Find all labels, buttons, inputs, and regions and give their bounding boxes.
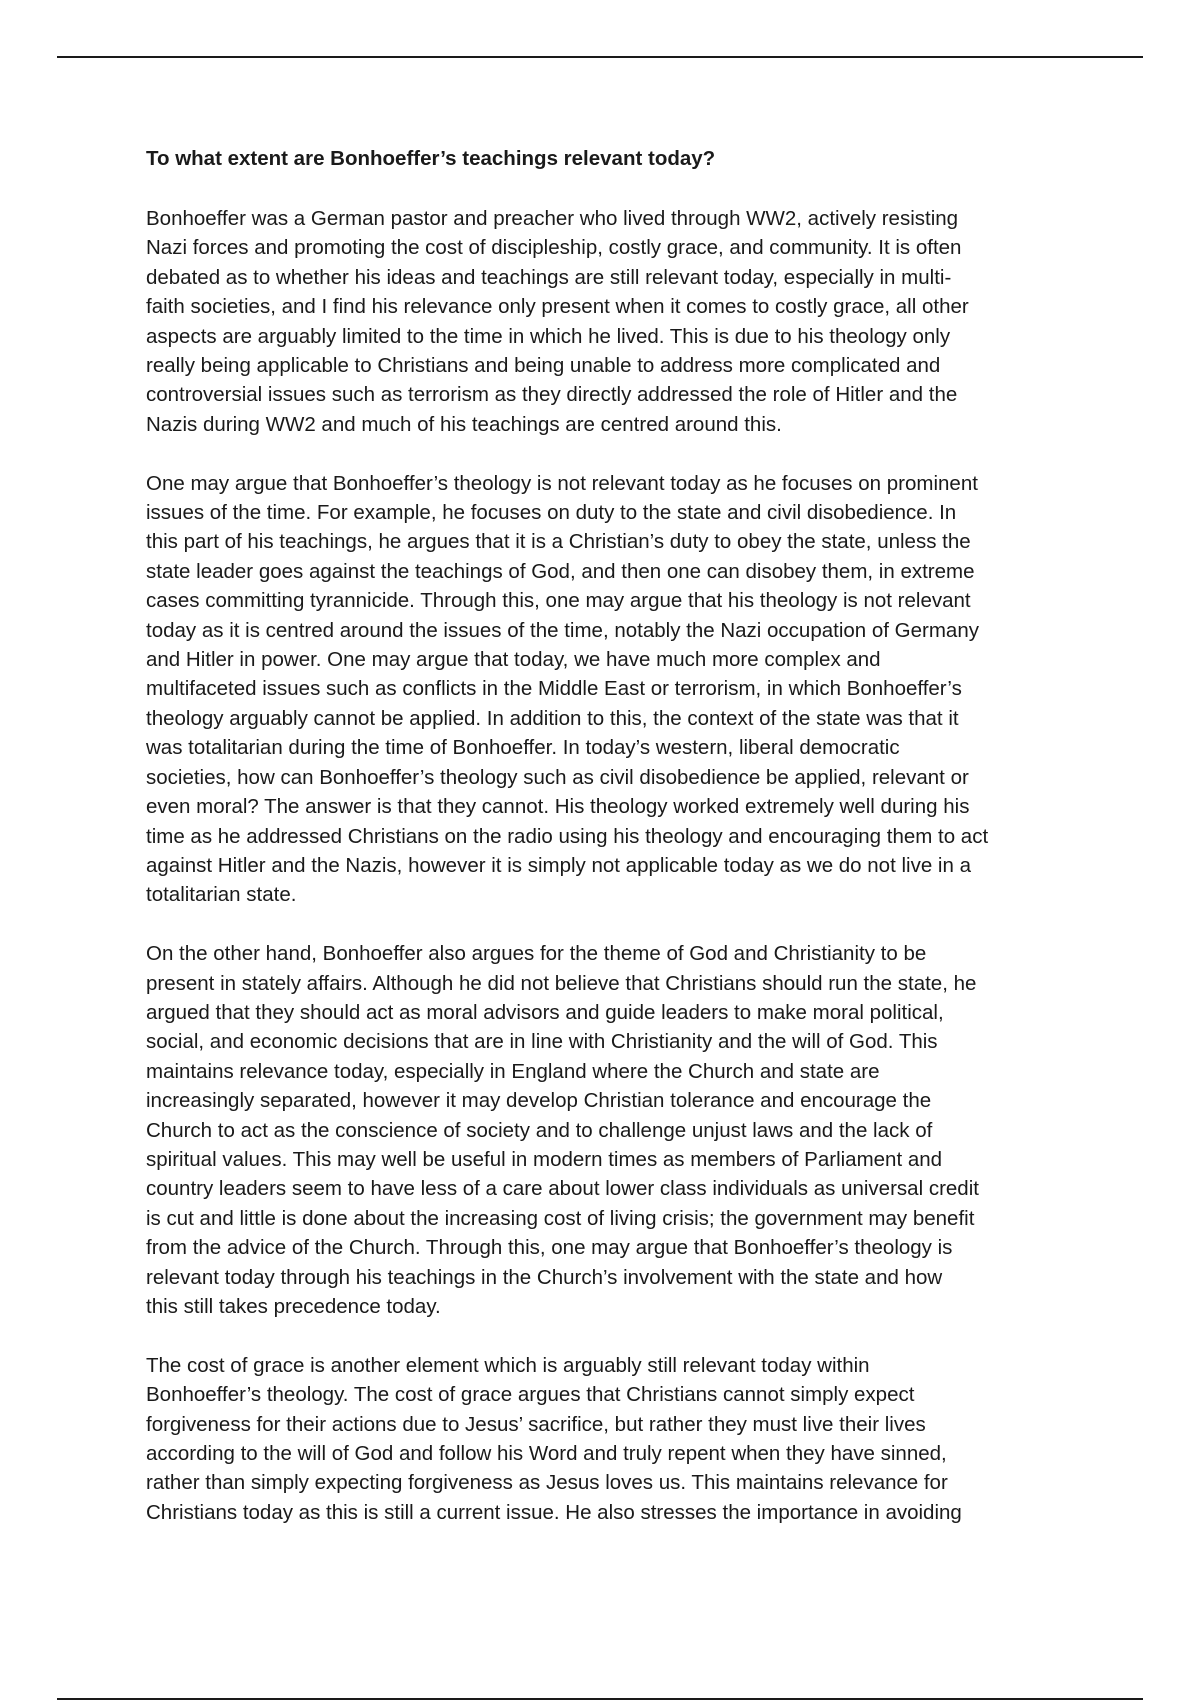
- paragraph-line: increasingly separated, however it may develop Christian tolerance and encourage the: [146, 1089, 932, 1113]
- paragraph: [146, 469, 1066, 910]
- paragraph-line: One may argue that Bonhoeffer’s theology is not relevant today as he focuses on prominent: [146, 471, 978, 495]
- paragraph: [146, 1351, 1066, 1527]
- paragraph-line: present in stately affairs. Although he did not believe that Christians should run the state, he: [146, 971, 977, 995]
- paragraph-line: was totalitarian during the time of Bonhoeffer. In today’s western, liberal democratic: [146, 736, 900, 760]
- paragraph-line: controversial issues such as terrorism as they directly addressed the role of Hitler and the: [146, 383, 958, 407]
- header-rule: [57, 56, 1143, 58]
- paragraph-line: today as it is centred around the issues of the time, notably the Nazi occupation of Germany: [146, 618, 979, 642]
- paragraph-line: argued that they should act as moral advisors and guide leaders to make moral political,: [146, 1000, 944, 1024]
- paragraph-line: maintains relevance today, especially in England where the Church and state are: [146, 1059, 880, 1083]
- paragraph-line: Church to act as the conscience of society and to challenge unjust laws and the lack of: [146, 1118, 933, 1142]
- document-body: [146, 144, 1066, 1557]
- document-title: To what extent are Bonhoeffer’s teachings relevant today?: [146, 147, 716, 170]
- paragraph-line: this part of his teachings, he argues that it is a Christian’s duty to obey the state, unless the: [146, 530, 971, 554]
- paragraph-line: multifaceted issues such as conflicts in the Middle East or terrorism, in which Bonhoeffer’s: [146, 677, 962, 701]
- paragraph-line: this still takes precedence today.: [146, 1295, 441, 1318]
- paragraph: [146, 204, 1066, 439]
- paragraph-line: spiritual values. This may well be useful in modern times as members of Parliament and: [146, 1147, 943, 1171]
- paragraph-line: forgiveness for their actions due to Jesus’ sacrifice, but rather they must live their lives: [146, 1412, 926, 1436]
- paragraph-line: Bonhoeffer was a German pastor and preacher who lived through WW2, actively resisting: [146, 207, 959, 230]
- paragraph-line: debated as to whether his ideas and teachings are still relevant today, especially in multi-: [146, 265, 952, 289]
- paragraph-line: and Hitler in power. One may argue that today, we have much more complex and: [146, 648, 881, 672]
- paragraph-line: Nazis during WW2 and much of his teachings are centred around this.: [146, 412, 782, 436]
- paragraph-line: faith societies, and I find his relevance only present when it comes to costly grace, all other: [146, 295, 969, 319]
- paragraph: [146, 939, 1066, 1321]
- paragraph-line: Christians today as this is still a current issue. He also stresses the importance in avoiding: [146, 1500, 962, 1524]
- paragraph-line: time as he addressed Christians on the radio using his theology and encouraging them to act: [146, 824, 989, 848]
- paragraph-line: The cost of grace is another element which is arguably still relevant today within: [146, 1353, 870, 1377]
- paragraph-line: Nazi forces and promoting the cost of discipleship, costly grace, and community. It is often: [146, 236, 962, 260]
- paragraph-line: rather than simply expecting forgiveness as Jesus loves us. This maintains relevance for: [146, 1471, 948, 1495]
- paragraph-line: issues of the time. For example, he focuses on duty to the state and civil disobedience. In: [146, 501, 957, 525]
- paragraph-line: social, and economic decisions that are in line with Christianity and the will of God. This: [146, 1030, 938, 1054]
- paragraph-line: aspects are arguably limited to the time in which he lived. This is due to his theology only: [146, 324, 951, 348]
- paragraph-list: [146, 204, 1066, 1527]
- paragraph-line: totalitarian state.: [146, 883, 297, 907]
- paragraph-line: according to the will of God and follow his Word and truly repent when they have sinned,: [146, 1442, 947, 1466]
- paragraph-line: cases committing tyrannicide. Through this, one may argue that his theology is not relevant: [146, 589, 971, 613]
- paragraph-line: Bonhoeffer’s theology. The cost of grace argues that Christians cannot simply expect: [146, 1383, 915, 1407]
- paragraph-line: On the other hand, Bonhoeffer also argues for the theme of God and Christianity to be: [146, 942, 927, 966]
- paragraph-line: from the advice of the Church. Through this, one may argue that Bonhoeffer’s theology is: [146, 1236, 953, 1260]
- paragraph-line: country leaders seem to have less of a care about lower class individuals as universal credit: [146, 1177, 979, 1201]
- paragraph-line: state leader goes against the teachings of God, and then one can disobey them, in extreme: [146, 559, 975, 583]
- paragraph-line: relevant today through his teachings in the Church’s involvement with the state and how: [146, 1265, 943, 1289]
- paragraph-line: societies, how can Bonhoeffer’s theology such as civil disobedience be applied, relevant or: [146, 765, 969, 789]
- paragraph-line: against Hitler and the Nazis, however it is simply not applicable today as we do not live in a: [146, 853, 971, 877]
- paragraph-line: really being applicable to Christians and being unable to address more complicated and: [146, 354, 941, 378]
- paragraph-line: even moral? The answer is that they cannot. His theology worked extremely well during his: [146, 795, 970, 819]
- paragraph-line: is cut and little is done about the increasing cost of living crisis; the government may benefit: [146, 1206, 975, 1230]
- paragraph-line: theology arguably cannot be applied. In addition to this, the context of the state was that it: [146, 706, 959, 730]
